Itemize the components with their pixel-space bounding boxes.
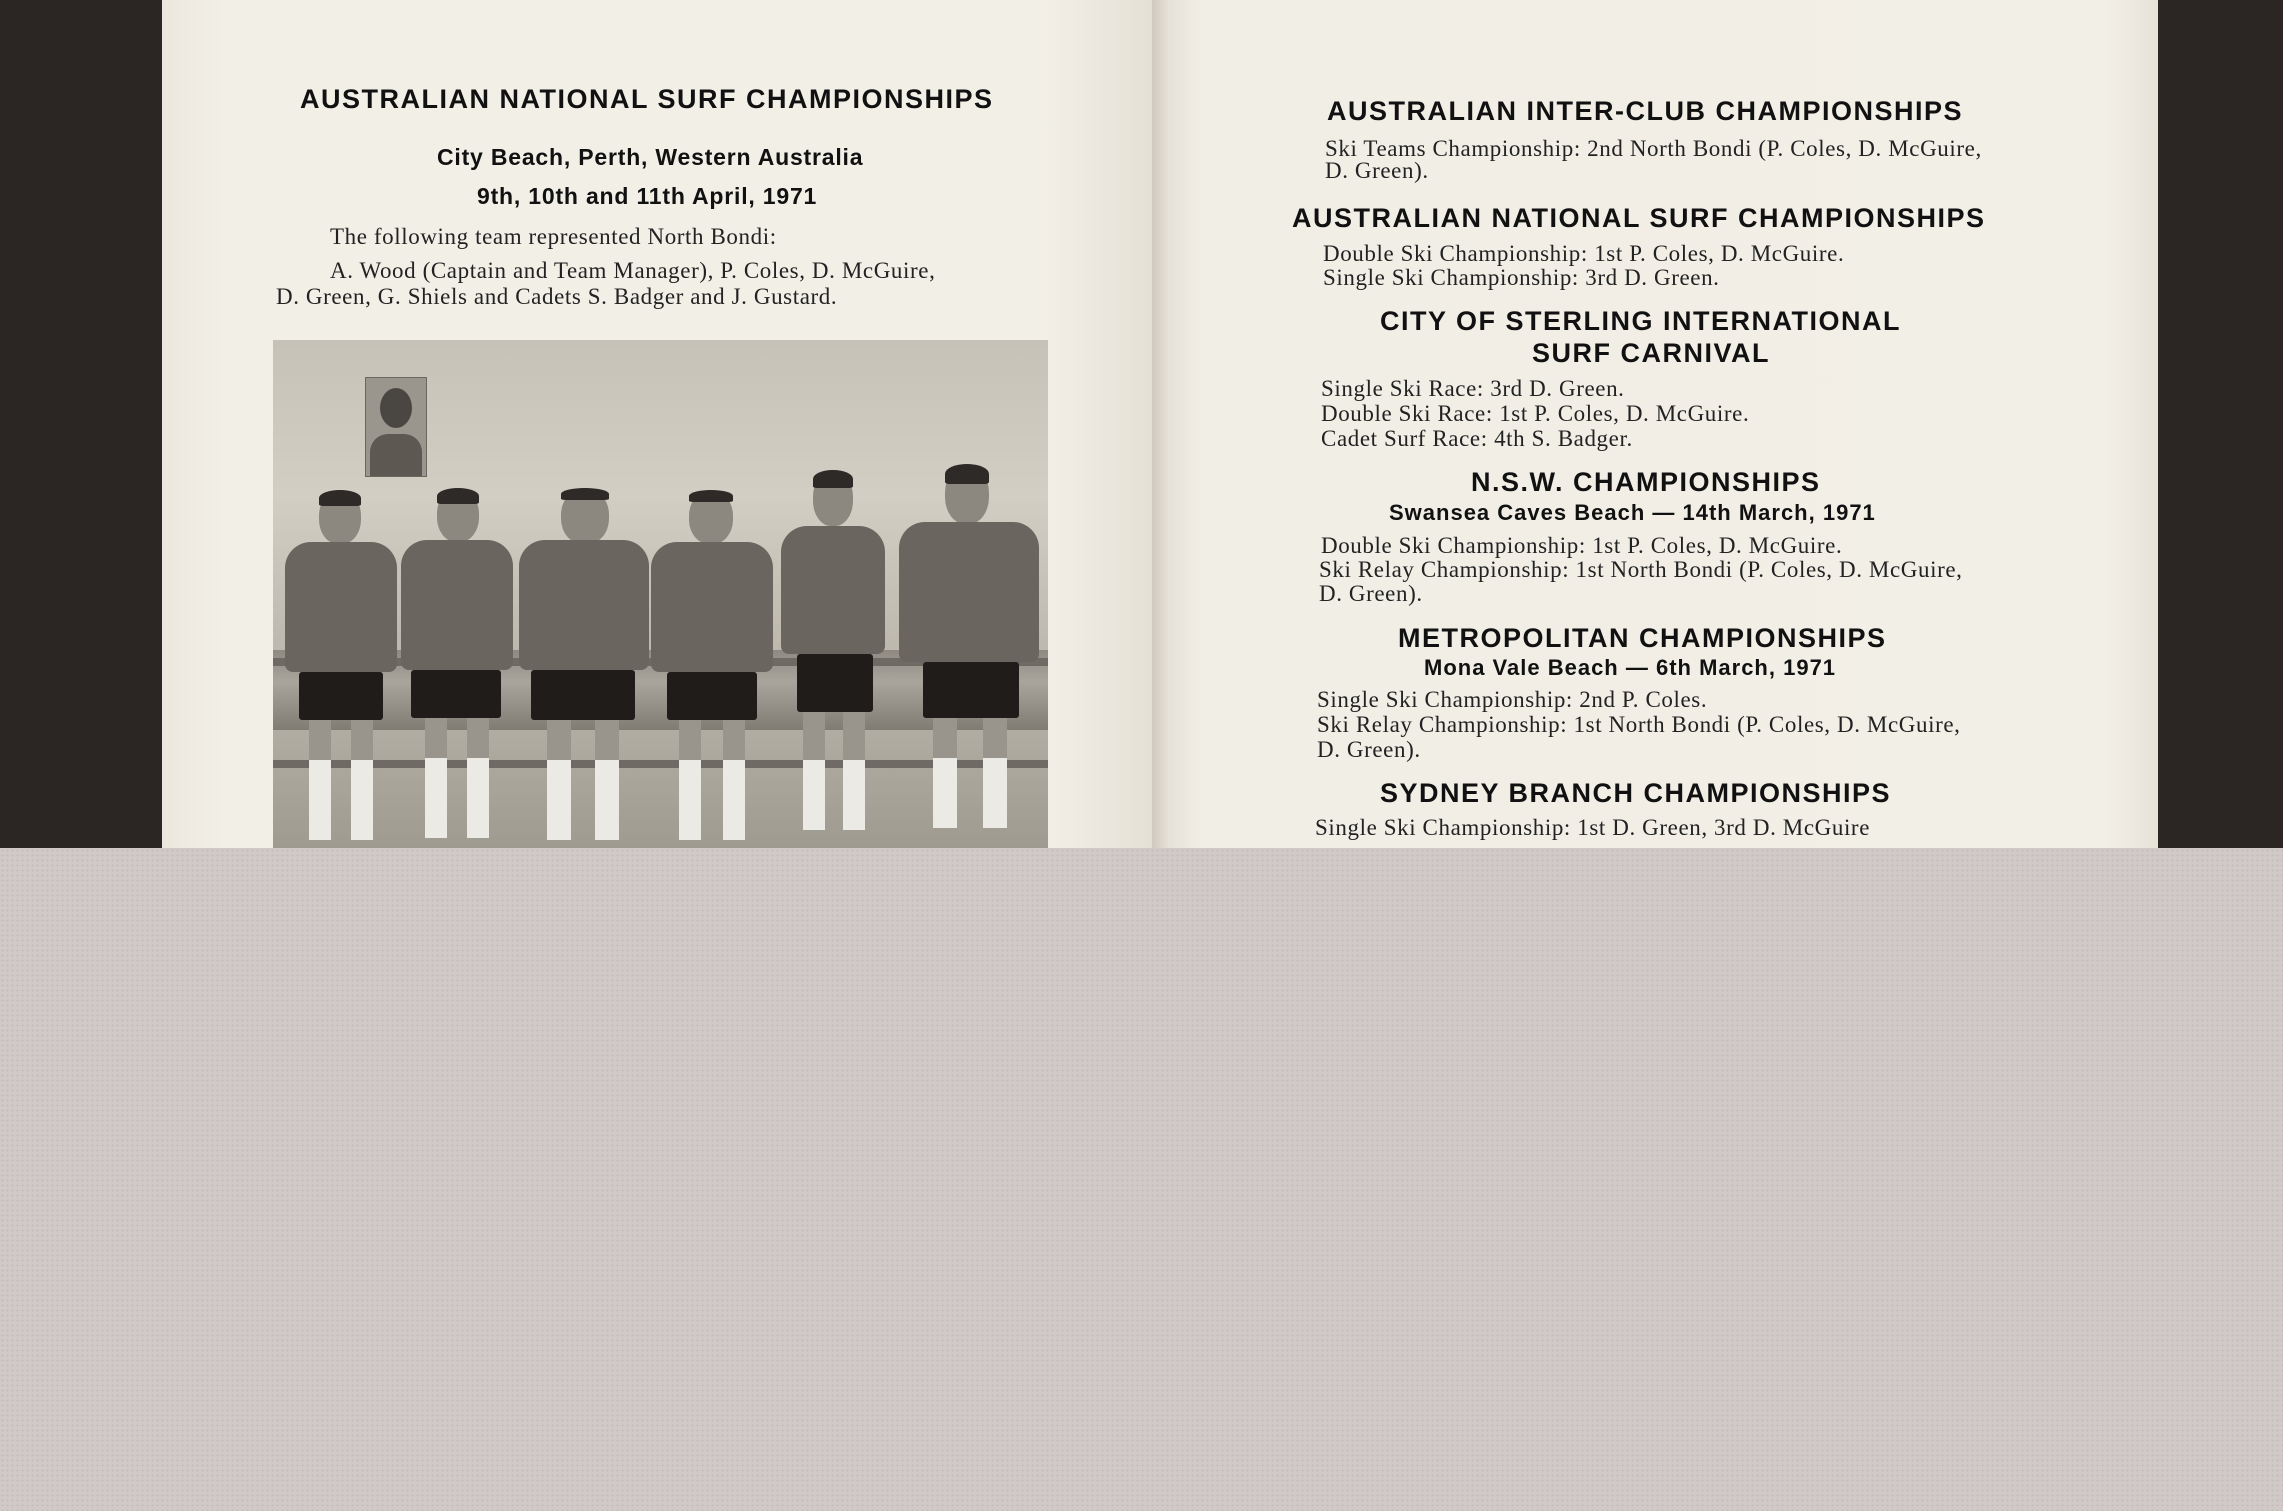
dates-line: 9th, 10th and 11th April, 1971 (477, 183, 818, 209)
team-member-figure (781, 470, 885, 848)
result-line: D. Green). (1325, 158, 1429, 183)
team-members-line2: D. Green, G. Shiels and Cadets S. Badger and J. Gustard. (276, 284, 838, 309)
result-line: Ski Teams Championship: 2nd North Bondi (P. Coles, D. McGuire, (1325, 136, 1982, 161)
result-line: Single Ski Championship: 3rd D. Green. (1323, 265, 1720, 290)
section-title-inter-club: AUSTRALIAN INTER-CLUB CHAMPIONSHIPS (1327, 96, 1963, 126)
venue-line: City Beach, Perth, Western Australia (437, 144, 864, 170)
section-title-city-of-sterling-line2: SURF CARNIVAL (1532, 338, 1770, 368)
team-member-figure (899, 464, 1039, 848)
result-line: Double Ski Championship: 1st P. Coles, D. McGuire. (1323, 241, 1845, 266)
section-title-city-of-sterling: CITY OF STERLING INTERNATIONAL (1380, 306, 1901, 336)
section-subtitle-metropolitan: Mona Vale Beach — 6th March, 1971 (1424, 655, 1837, 680)
result-line: Single Ski Championship: 2nd P. Coles. (1317, 687, 1708, 712)
page-gutter (1152, 0, 1170, 848)
left-page-title: AUSTRALIAN NATIONAL SURF CHAMPIONSHIPS (300, 84, 994, 114)
empty-canvas-area (0, 848, 2283, 1511)
result-line: Double Ski Race: 1st P. Coles, D. McGuire. (1321, 401, 1750, 426)
result-line: Ski Relay Championship: 1st North Bondi (P. Coles, D. McGuire, (1319, 557, 1963, 582)
team-member-figure (651, 490, 773, 848)
section-title-metropolitan: METROPOLITAN CHAMPIONSHIPS (1398, 623, 1887, 653)
result-line: D. Green). (1317, 737, 1421, 762)
team-intro: The following team represented North Bondi: (330, 224, 777, 249)
result-line: Double Ski Championship: 1st P. Coles, D. McGuire. (1321, 533, 1843, 558)
section-title-national-surf: AUSTRALIAN NATIONAL SURF CHAMPIONSHIPS (1292, 203, 1986, 233)
team-photo (273, 340, 1048, 848)
result-line: Ski Relay Championship: 1st North Bondi (P. Coles, D. McGuire, (1317, 712, 1961, 737)
inset-portrait (365, 377, 427, 477)
team-member-figure (285, 490, 397, 848)
result-line: Single Ski Race: 3rd D. Green. (1321, 376, 1625, 401)
team-member-figure (401, 488, 513, 848)
team-member-figure (519, 488, 649, 848)
result-line: Cadet Surf Race: 4th S. Badger. (1321, 426, 1633, 451)
team-members-line1: A. Wood (Captain and Team Manager), P. Coles, D. McGuire, (330, 258, 936, 283)
section-title-nsw: N.S.W. CHAMPIONSHIPS (1471, 467, 1821, 497)
section-title-sydney-branch: SYDNEY BRANCH CHAMPIONSHIPS (1380, 778, 1892, 808)
section-subtitle-nsw: Swansea Caves Beach — 14th March, 1971 (1389, 500, 1876, 525)
result-line: Single Ski Championship: 1st D. Green, 3rd D. McGuire (1315, 815, 1871, 840)
result-line: D. Green). (1319, 581, 1423, 606)
